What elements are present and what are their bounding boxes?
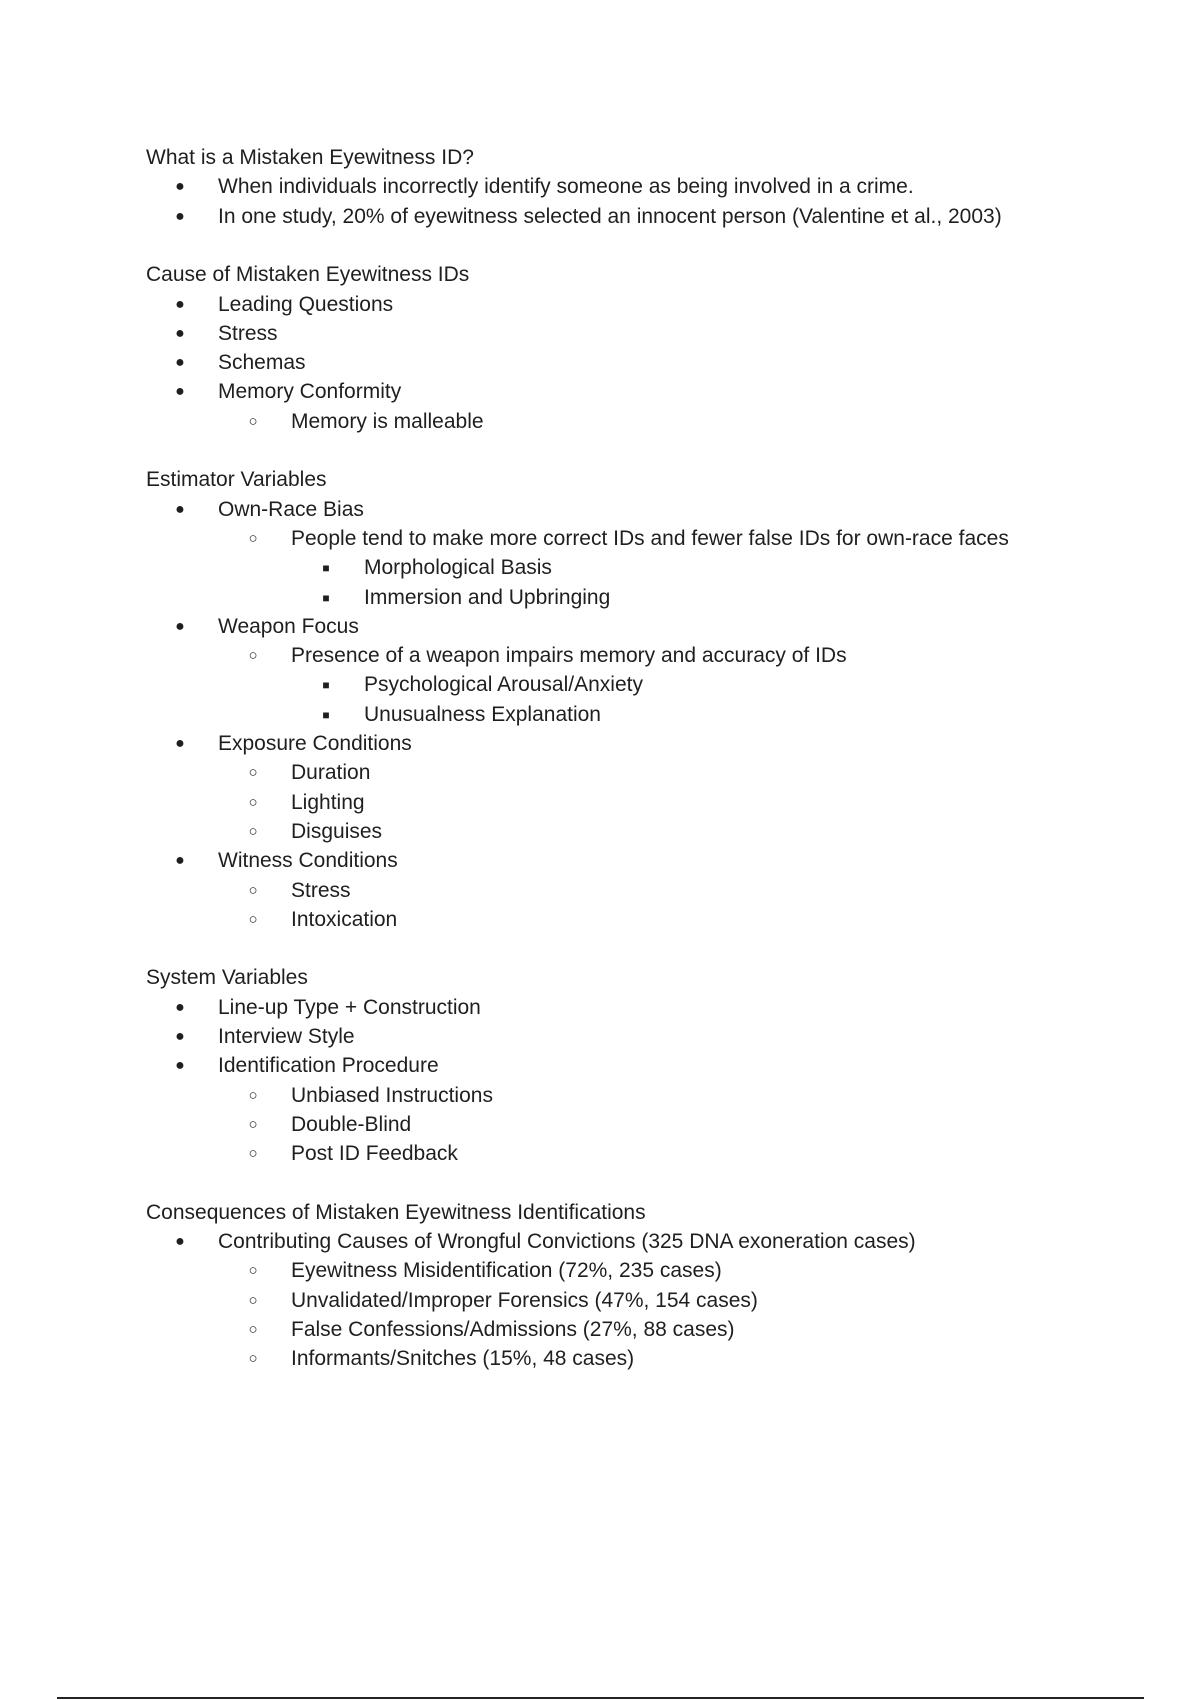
list-item-text: Leading Questions	[218, 292, 394, 316]
list-item-text: Unvalidated/Improper Forensics (47%, 154 cases)	[291, 1288, 758, 1312]
list-item-text: Stress	[291, 878, 351, 902]
list-item-text: Unbiased Instructions	[291, 1083, 493, 1107]
section-heading: System Variables	[146, 966, 308, 990]
bullet-dot-icon: ●	[175, 852, 185, 870]
list-item-text: In one study, 20% of eyewitness selected an innocent person (Valentine et al., 2003)	[218, 204, 1002, 228]
list-item-text: Exposure Conditions	[218, 732, 412, 755]
bullet-circle-icon: ○	[248, 1321, 258, 1338]
bullet-square-icon: ■	[322, 561, 330, 576]
bullet-dot-icon: ●	[175, 998, 185, 1016]
bullet-dot-icon: ●	[175, 735, 185, 752]
list-item-text: Immersion and Upbringing	[364, 585, 611, 609]
section-heading: Cause of Mistaken Eyewitness IDs	[146, 263, 470, 287]
bullet-dot-icon: ●	[175, 383, 185, 401]
section-heading: Estimator Variables	[146, 468, 327, 492]
section-heading: What is a Mistaken Eyewitness ID?	[146, 146, 474, 169]
list-item-text: Disguises	[291, 819, 383, 843]
bullet-dot-icon: ●	[175, 1028, 185, 1045]
list-item-text: Duration	[291, 761, 371, 785]
list-item-text: Identification Procedure	[218, 1054, 439, 1078]
section-heading: Consequences of Mistaken Eyewitness Identifications	[146, 1200, 646, 1224]
list-item-text: Line-up Type + Construction	[218, 995, 481, 1019]
bullet-circle-icon: ○	[248, 1291, 258, 1309]
bullet-circle-icon: ○	[248, 1115, 258, 1133]
bullet-circle-icon: ○	[248, 793, 258, 811]
list-item-text: Lighting	[291, 790, 365, 814]
list-item-text: Own-Race Bias	[218, 497, 364, 521]
bullet-circle-icon: ○	[248, 764, 258, 782]
bullet-dot-icon: ●	[175, 354, 185, 372]
bullet-circle-icon: ○	[248, 1262, 258, 1280]
list-item-text: Eyewitness Misidentification (72%, 235 cases)	[291, 1259, 722, 1283]
bullet-square-icon: ■	[322, 590, 330, 605]
list-item-text: Psychological Arousal/Anxiety	[364, 673, 643, 697]
list-item-text: False Confessions/Admissions (27%, 88 cases)	[291, 1318, 735, 1341]
list-item-text: Witness Conditions	[218, 849, 398, 873]
list-item-text: Presence of a weapon impairs memory and accuracy of IDs	[291, 644, 847, 668]
list-item-text: Contributing Causes of Wrongful Convictions (325 DNA exoneration cases)	[218, 1230, 916, 1254]
bullet-dot-icon: ●	[175, 617, 185, 635]
list-item-text: Intoxication	[291, 907, 398, 931]
bullet-dot-icon: ●	[175, 500, 185, 518]
list-item-text: Morphological Basis	[364, 556, 552, 580]
bullet-square-icon: ■	[322, 678, 330, 693]
list-item-text: Weapon Focus	[218, 614, 359, 638]
bullet-circle-icon: ○	[248, 822, 258, 840]
list-item-text: Schemas	[218, 351, 306, 375]
bullet-circle-icon: ○	[248, 910, 258, 928]
bullet-square-icon: ■	[322, 707, 330, 722]
bullet-circle-icon: ○	[248, 1350, 258, 1368]
bullet-circle-icon: ○	[248, 881, 258, 899]
list-item-text: Unusualness Explanation	[364, 702, 601, 726]
list-item-text: Memory Conformity	[218, 380, 402, 404]
bullet-circle-icon: ○	[248, 412, 258, 430]
list-item-text: When individuals incorrectly identify someone as being involved in a crime.	[218, 175, 914, 199]
bullet-dot-icon: ●	[175, 324, 185, 342]
list-item-text: Memory is malleable	[291, 409, 484, 433]
footer-rule	[57, 1697, 1144, 1699]
bullet-dot-icon: ●	[175, 1057, 185, 1075]
bullet-circle-icon: ○	[248, 1086, 258, 1104]
bullet-dot-icon: ●	[175, 207, 185, 225]
bullet-circle-icon: ○	[248, 647, 258, 665]
bullet-dot-icon: ●	[175, 295, 185, 313]
list-item-text: Post ID Feedback	[291, 1142, 458, 1166]
bullet-dot-icon: ●	[175, 1233, 185, 1251]
bullet-circle-icon: ○	[248, 1145, 258, 1163]
list-item-text: Stress	[218, 321, 278, 345]
list-item-text: People tend to make more correct IDs and fewer false IDs for own-race faces	[291, 526, 1009, 550]
bullet-circle-icon: ○	[248, 529, 258, 547]
list-item-text: Interview Style	[218, 1025, 355, 1048]
list-item-text: Double-Blind	[291, 1112, 412, 1136]
list-item-text: Informants/Snitches (15%, 48 cases)	[291, 1347, 635, 1371]
bullet-dot-icon: ●	[175, 178, 185, 196]
